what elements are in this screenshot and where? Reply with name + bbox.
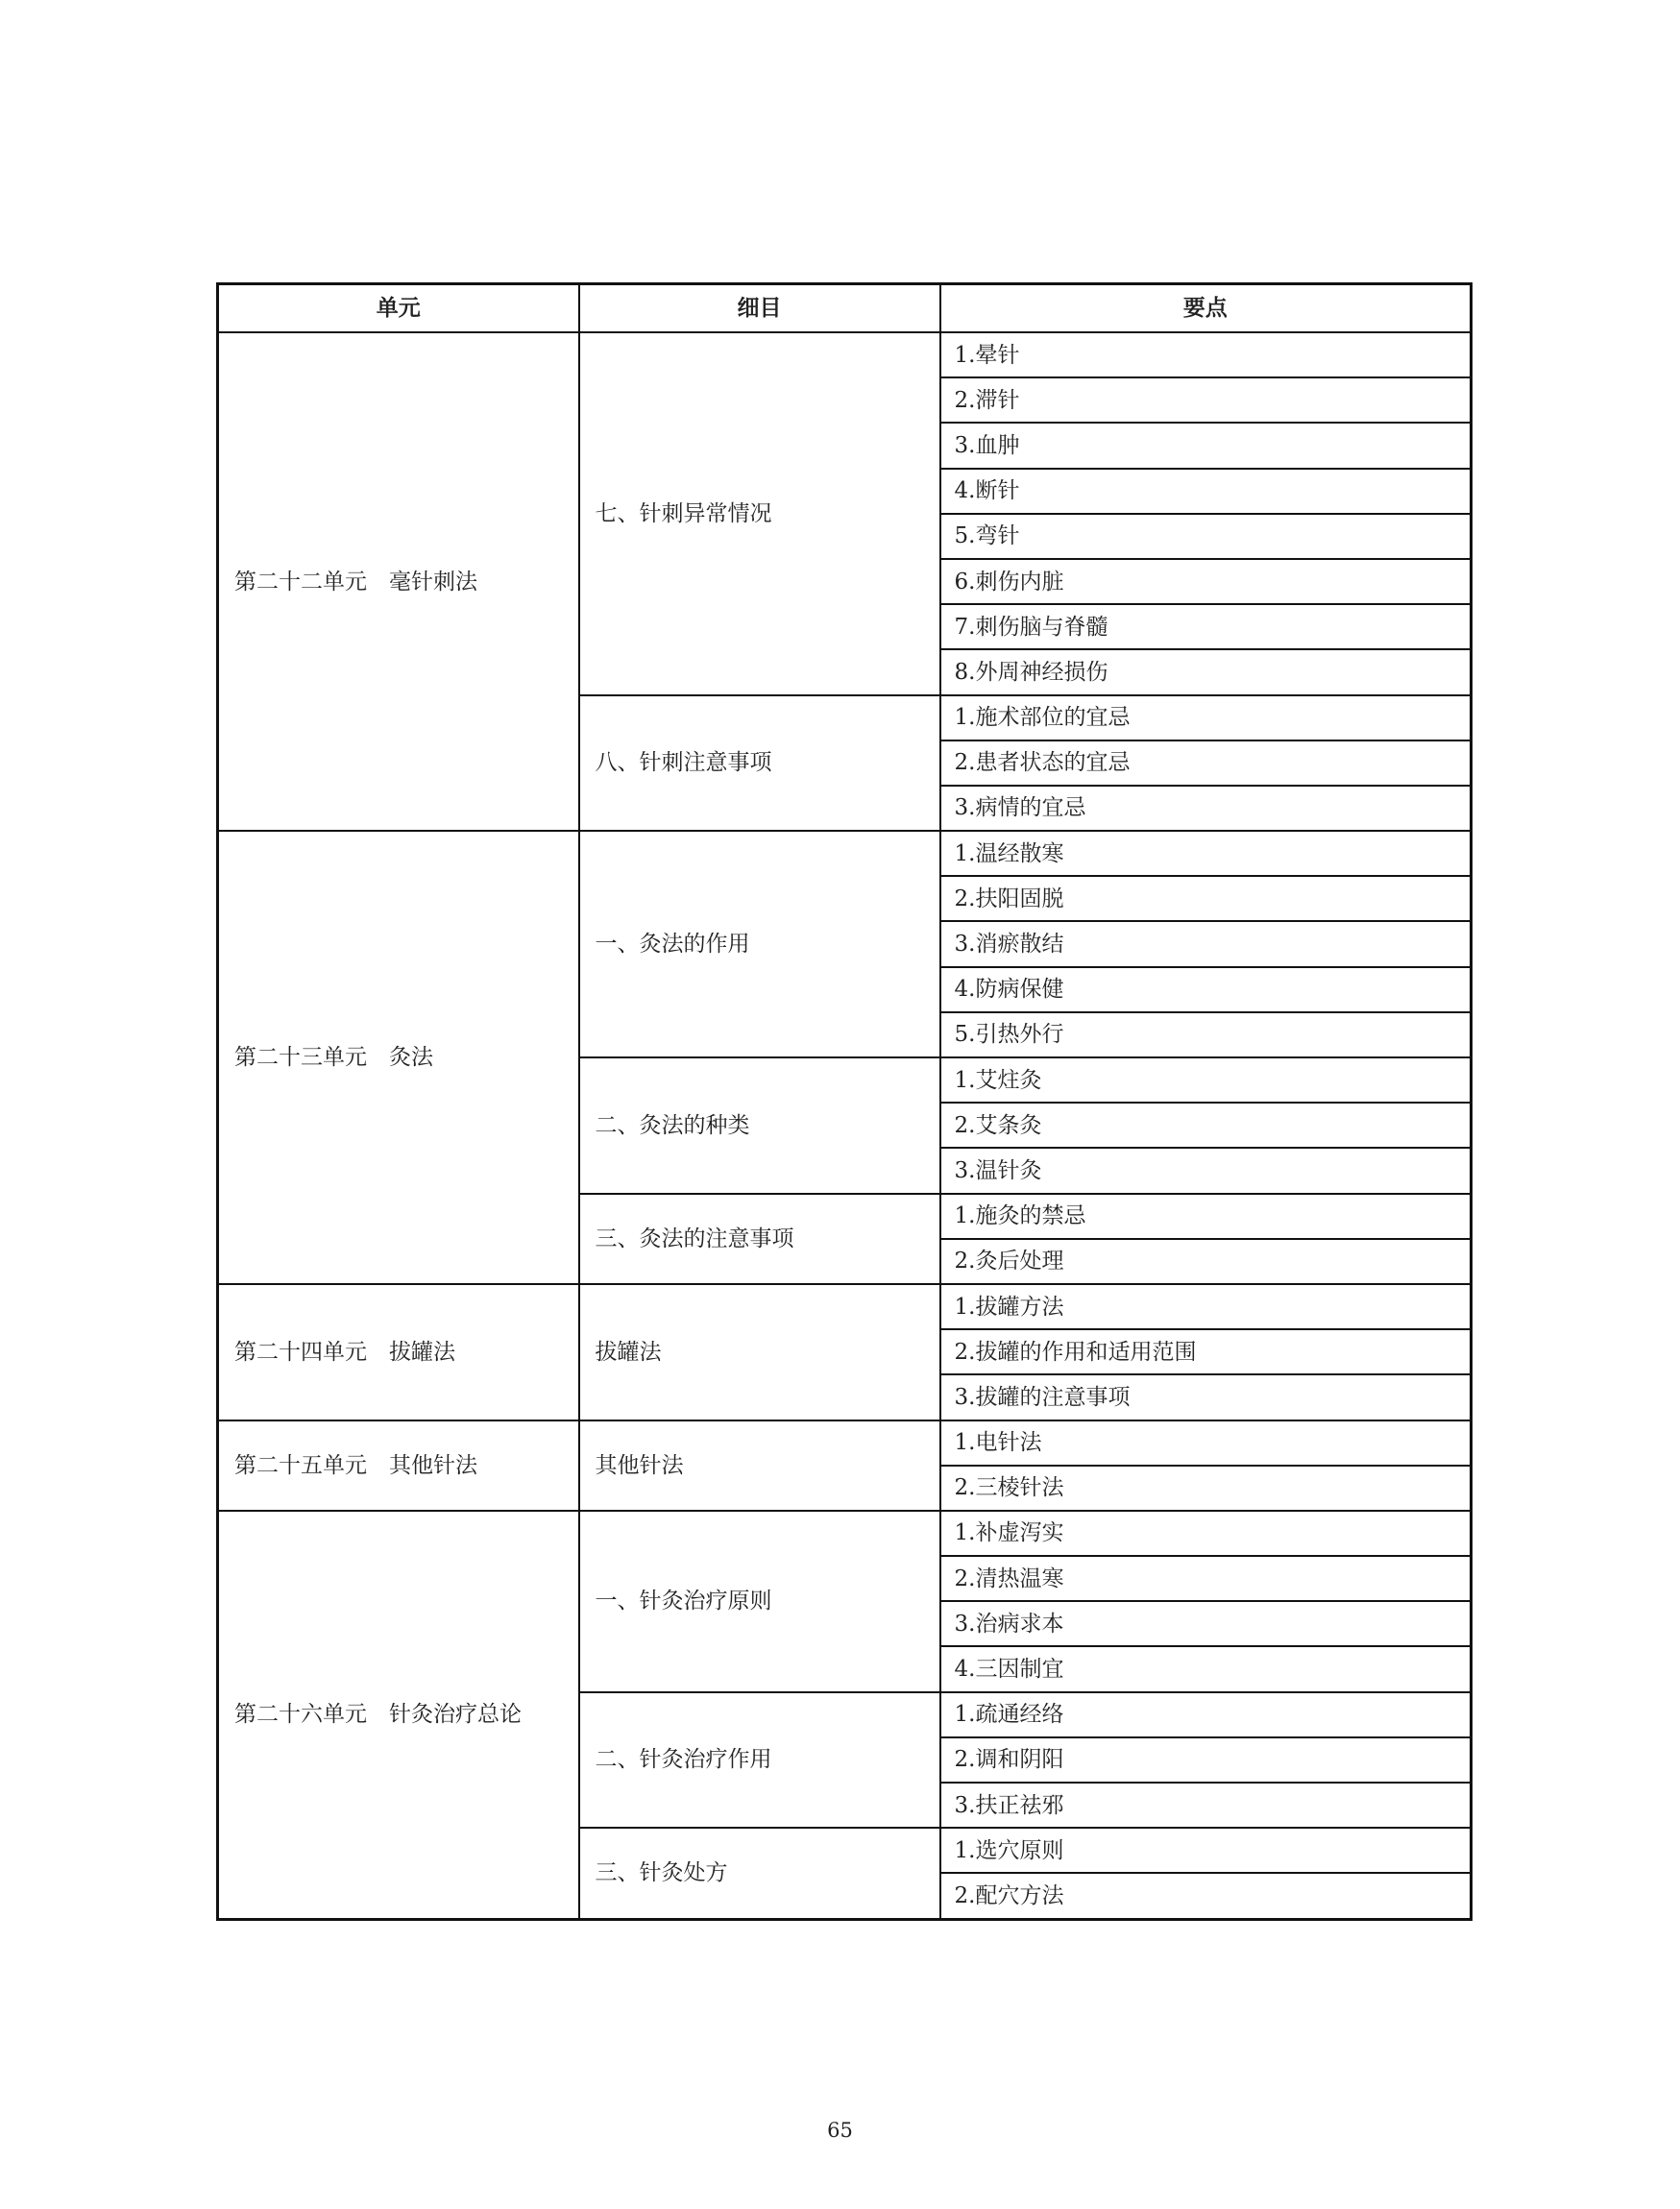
item-cell: 一、针灸治疗原则 [579,1511,940,1692]
point-cell: 3.温针灸 [940,1148,1472,1193]
item-cell: 其他针法 [579,1420,940,1511]
point-cell: 3.治病求本 [940,1601,1472,1646]
unit-cell: 第二十二单元 毫针刺法 [218,332,579,831]
point-cell: 1.选穴原则 [940,1828,1472,1873]
point-cell: 1.补虚泻实 [940,1511,1472,1556]
item-cell: 二、针灸治疗作用 [579,1692,940,1829]
point-cell: 8.外周神经损伤 [940,649,1472,694]
item-cell: 三、灸法的注意事项 [579,1194,940,1284]
point-cell: 3.病情的宜忌 [940,786,1472,831]
point-cell: 1.艾炷灸 [940,1057,1472,1103]
point-cell: 2.拔罐的作用和适用范围 [940,1329,1472,1374]
point-cell: 1.施术部位的宜忌 [940,695,1472,740]
point-cell: 2.滞针 [940,377,1472,423]
point-cell: 4.三因制宜 [940,1646,1472,1691]
table-row [218,1420,1472,1466]
point-cell: 1.晕针 [940,332,1472,377]
page-number: 65 [827,2119,853,2142]
point-cell: 2.调和阴阳 [940,1737,1472,1783]
point-cell: 5.引热外行 [940,1012,1472,1057]
item-cell: 七、针刺异常情况 [579,332,940,695]
header-point: 要点 [940,284,1472,333]
point-cell: 3.消瘀散结 [940,921,1472,966]
point-cell: 7.刺伤脑与脊髓 [940,604,1472,649]
point-cell: 2.三棱针法 [940,1466,1472,1511]
table-body [218,332,1472,1919]
unit-cell: 第二十六单元 针灸治疗总论 [218,1511,579,1919]
table-row [218,1511,1472,1556]
outline-table [216,282,1473,1921]
item-cell: 一、灸法的作用 [579,831,940,1057]
point-cell: 3.血肿 [940,423,1472,468]
point-cell: 2.清热温寒 [940,1556,1472,1601]
point-cell: 1.电针法 [940,1420,1472,1466]
point-cell: 2.扶阳固脱 [940,876,1472,921]
unit-cell: 第二十三单元 灸法 [218,831,579,1284]
point-cell: 1.施灸的禁忌 [940,1194,1472,1239]
item-cell: 二、灸法的种类 [579,1057,940,1194]
unit-cell: 第二十五单元 其他针法 [218,1420,579,1511]
header-item: 细目 [579,284,940,333]
point-cell: 4.断针 [940,469,1472,514]
header-row [218,284,1472,333]
point-cell: 2.灸后处理 [940,1239,1472,1284]
header-unit: 单元 [218,284,579,333]
item-cell: 三、针灸处方 [579,1828,940,1919]
point-cell: 1.疏通经络 [940,1692,1472,1737]
point-cell: 2.患者状态的宜忌 [940,740,1472,786]
point-cell: 3.扶正祛邪 [940,1783,1472,1828]
item-cell: 八、针刺注意事项 [579,695,940,832]
point-cell: 5.弯针 [940,514,1472,559]
point-cell: 1.温经散寒 [940,831,1472,876]
point-cell: 2.配穴方法 [940,1873,1472,1919]
point-cell: 6.刺伤内脏 [940,559,1472,604]
point-cell: 2.艾条灸 [940,1103,1472,1148]
point-cell: 3.拔罐的注意事项 [940,1374,1472,1420]
unit-cell: 第二十四单元 拔罐法 [218,1284,579,1420]
table-row [218,1284,1472,1329]
point-cell: 1.拔罐方法 [940,1284,1472,1329]
table-row [218,831,1472,876]
table-row [218,332,1472,377]
item-cell: 拔罐法 [579,1284,940,1420]
point-cell: 4.防病保健 [940,967,1472,1012]
